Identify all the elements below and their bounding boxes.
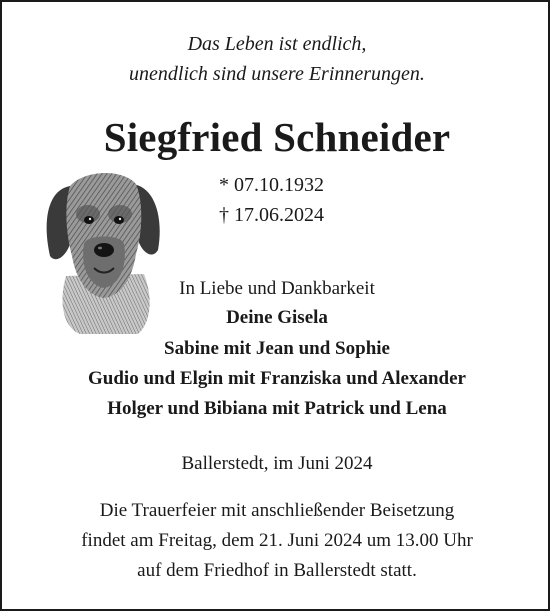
ceremony-line-3: auf dem Friedhof in Ballerstedt statt. bbox=[137, 560, 417, 581]
mourner-line: Gudio und Elgin mit Franziska und Alexander bbox=[88, 368, 466, 389]
birth-date: * 07.10.1932 bbox=[219, 174, 324, 196]
quote-line-1: Das Leben ist endlich, bbox=[187, 33, 367, 55]
death-date: † 17.06.2024 bbox=[219, 204, 324, 226]
place-date: Ballerstedt, im Juni 2024 bbox=[181, 453, 373, 474]
ceremony-line-2: findet am Freitag, dem 21. Juni 2024 um 13.00 Uhr bbox=[81, 530, 473, 551]
mourner-line: Sabine mit Jean und Sophie bbox=[164, 338, 390, 359]
mourner-line: Holger und Bibiana mit Patrick und Lena bbox=[107, 398, 447, 419]
quote-line-2: unendlich sind unsere Erinnerungen. bbox=[129, 63, 425, 85]
deceased-name: Siegfried Schneider bbox=[103, 114, 451, 160]
ceremony-line-1: Die Trauerfeier mit anschließender Beisetzung bbox=[99, 500, 455, 521]
mourner-line: Deine Gisela bbox=[226, 307, 328, 328]
mourners-intro: In Liebe und Dankbarkeit bbox=[179, 278, 375, 299]
